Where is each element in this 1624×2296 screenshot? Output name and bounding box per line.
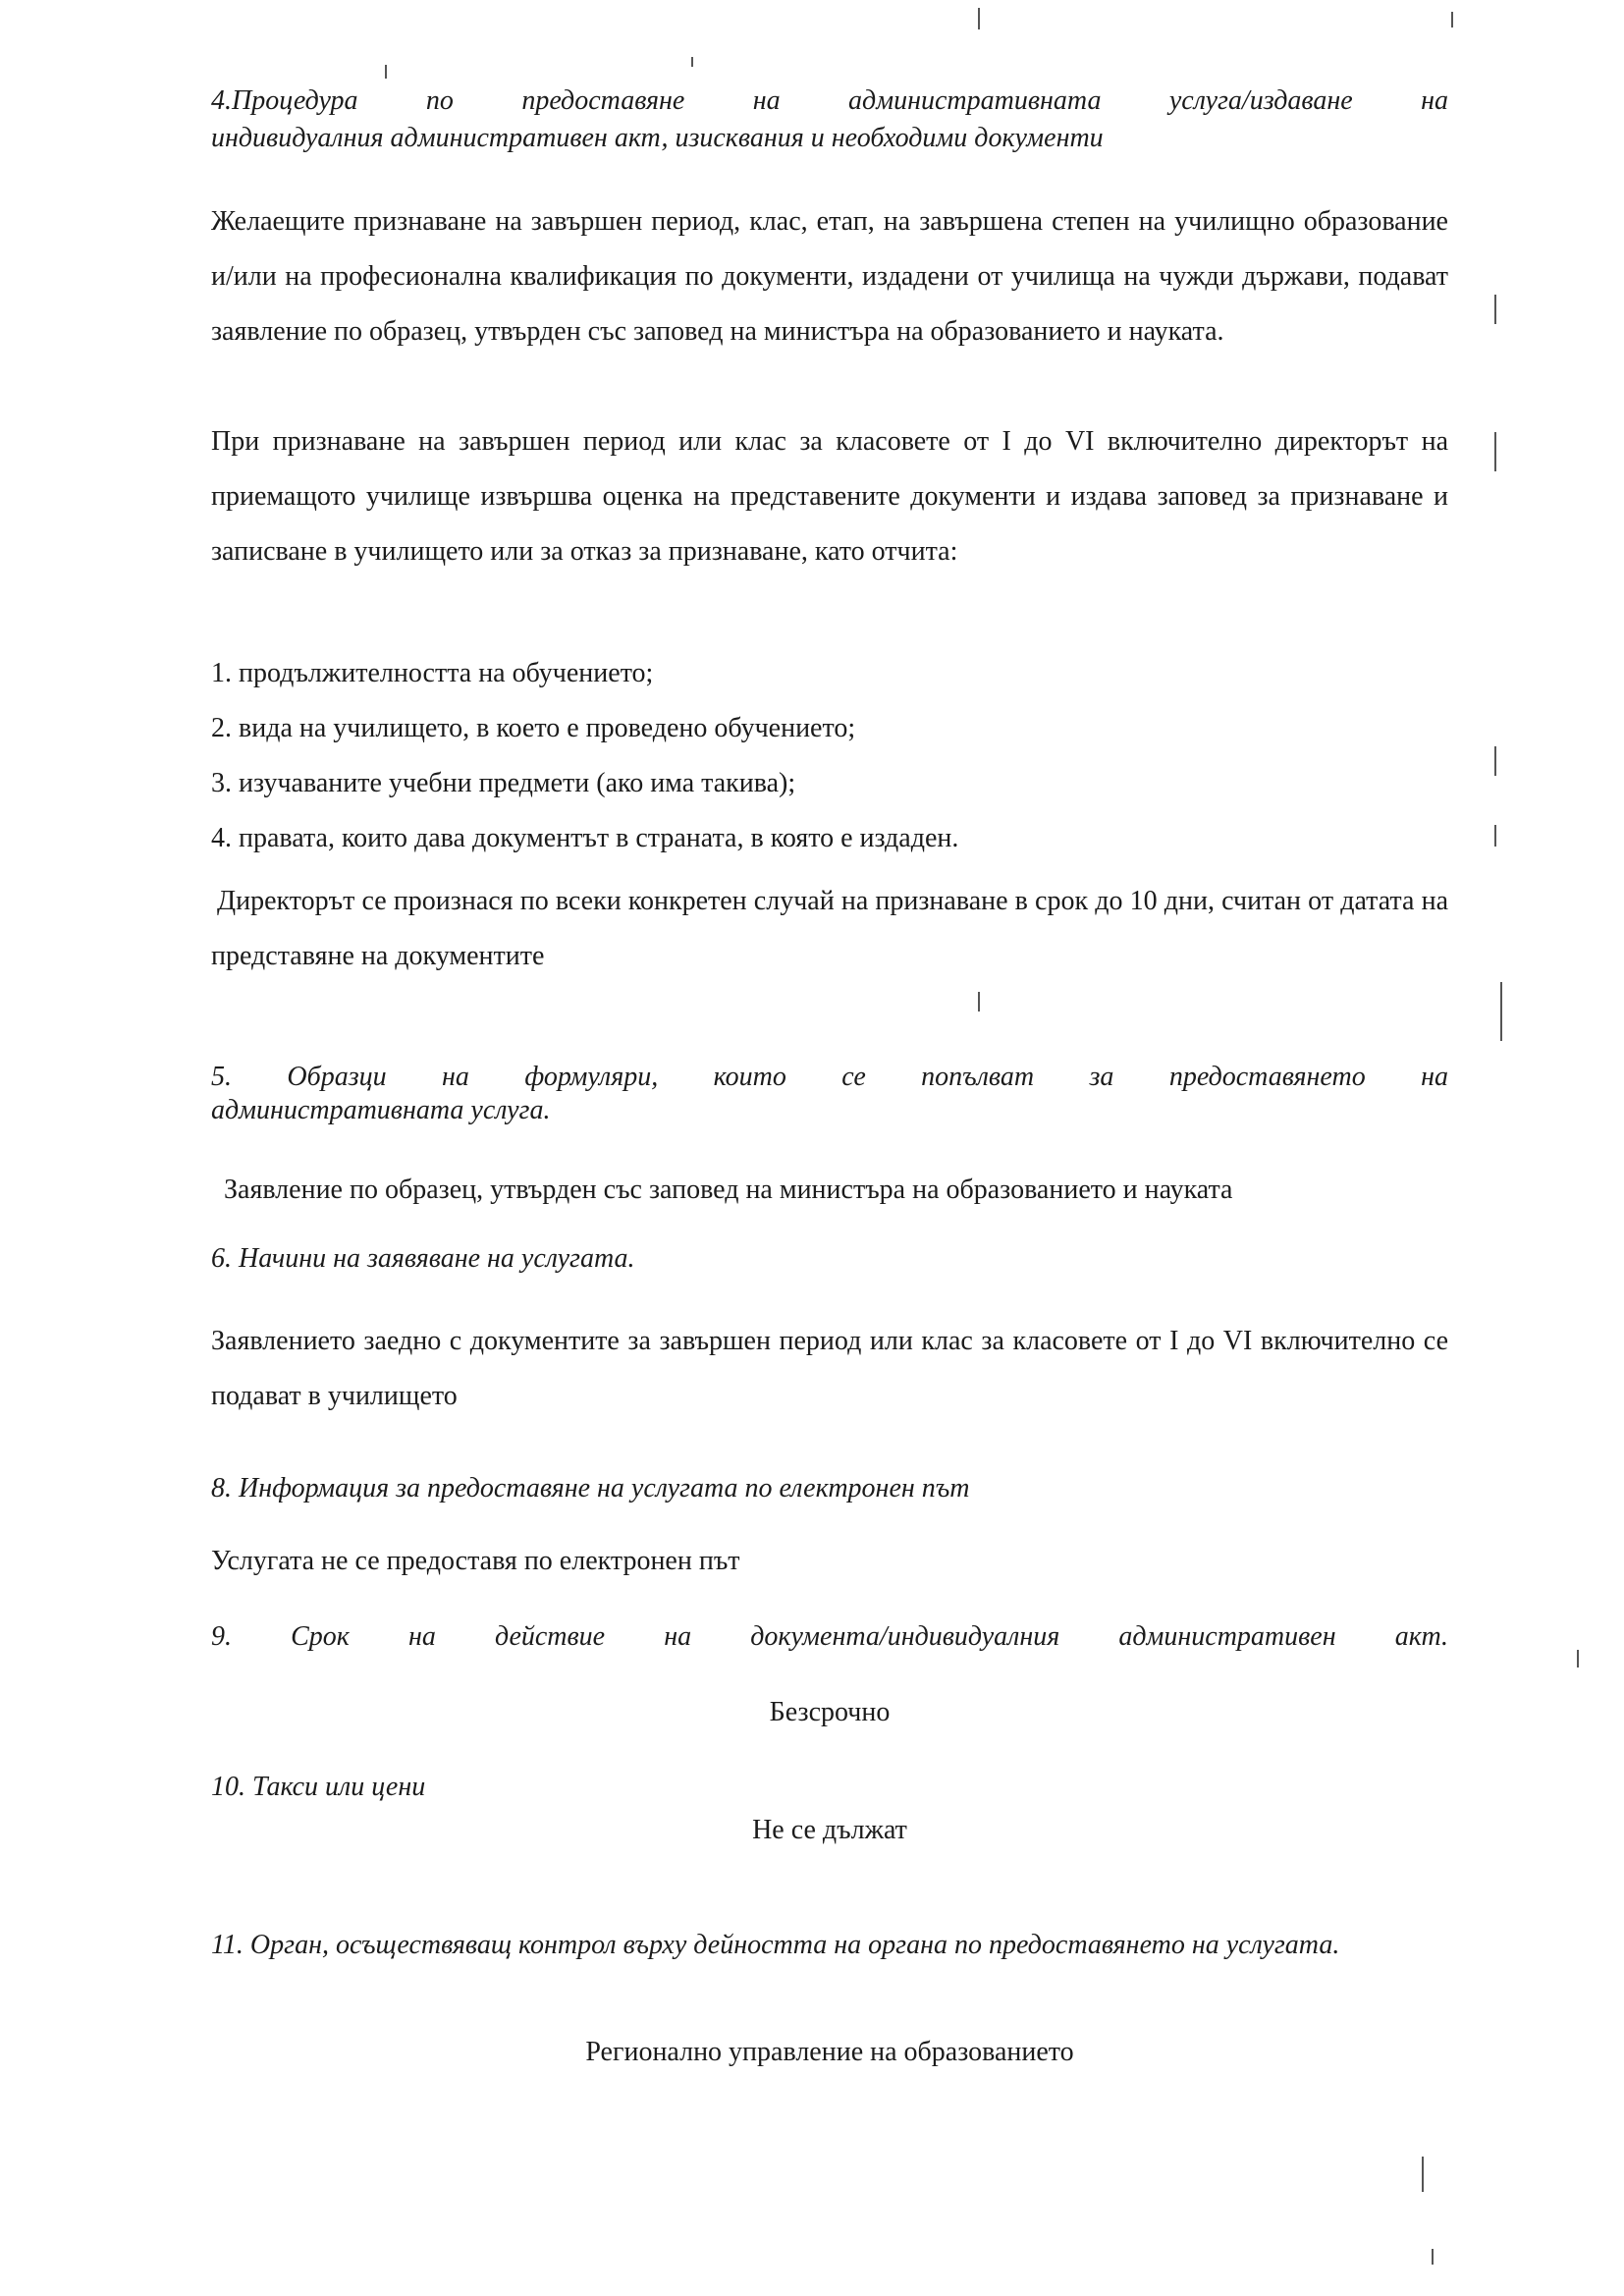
section5-heading-line1: 5. Образци на формуляри, които се попълват за предоставянето на xyxy=(211,1062,1448,1092)
section8-heading: 8. Информация за предоставяне на услугата по електронен път xyxy=(211,1473,970,1503)
section8-text: Услугата не се предоставя по електронен път xyxy=(211,1546,740,1576)
section9-heading: 9. Срок на действие на документа/индивидуалния административен акт. xyxy=(211,1621,1448,1652)
list-item: 1. продължителността на обучението; xyxy=(211,658,654,688)
section6-text: Заявлението заедно с документите за завършен период или клас за класовете от I до VI включително се подават в училището xyxy=(211,1326,1448,1411)
section5-heading-line2: административната услуга. xyxy=(211,1095,551,1125)
scan-speck xyxy=(1422,2157,1424,2192)
list-item: 4. правата, които дава документът в страната, в която е издаден. xyxy=(211,823,959,853)
section4-heading-line1: 4.Процедура по предоставяне на административната услуга/издаване на xyxy=(211,85,1448,116)
section4-paragraph-3: Директорът се произнася по всеки конкретен случай на признаване в срок до 10 дни, считан от датата на представяне на документите xyxy=(211,886,1448,971)
scan-speck xyxy=(1577,1650,1579,1667)
section5-text: Заявление по образец, утвърден със заповед на министъра на образованието и науката xyxy=(224,1175,1233,1205)
scan-speck xyxy=(1494,746,1496,776)
scan-speck xyxy=(1432,2249,1434,2265)
section11-value: Регионално управление на образованието xyxy=(585,2037,1074,2067)
list-item: 2. вида на училището, в което е проведено обучението; xyxy=(211,713,856,743)
section6-heading: 6. Начини на заявяване на услугата. xyxy=(211,1243,635,1274)
section4-paragraph-1: Желаещите признаване на завършен период, клас, етап, на завършена степен на училищно образование и/или на професионална квалификация по документи, издадени от училища на чужди държави, подават заявление по образец, утвърден със заповед на министъра на образованието и науката. xyxy=(211,206,1448,347)
section4-heading-line2: индивидуалния административен акт, изисквания и необходими документи xyxy=(211,123,1104,153)
scan-speck xyxy=(1494,295,1496,324)
list-item: 3. изучаваните учебни предмети (ако има такива); xyxy=(211,768,796,798)
section11-heading: 11. Орган, осъществяващ контрол върху дейността на органа по предоставянето на услугата. xyxy=(211,1930,1340,1960)
scan-speck xyxy=(385,65,387,79)
section4-paragraph-2: При признаване на завършен период или клас за класовете от I до VI включително директорът на приемащото училище извършва оценка на представените документи и издава заповед за признаване и записване в училището или за отказ за признаване, като отчита: xyxy=(211,426,1448,567)
section10-value: Не се дължат xyxy=(752,1815,907,1845)
scan-speck xyxy=(1494,432,1496,471)
scan-speck xyxy=(1500,982,1502,1041)
section10-heading: 10. Такси или цени xyxy=(211,1772,426,1802)
section9-value: Безсрочно xyxy=(769,1697,891,1727)
scan-speck xyxy=(691,57,693,67)
scan-speck xyxy=(978,992,980,1011)
scan-speck xyxy=(1494,825,1496,847)
scan-speck xyxy=(978,8,980,29)
scan-speck xyxy=(1451,12,1453,27)
